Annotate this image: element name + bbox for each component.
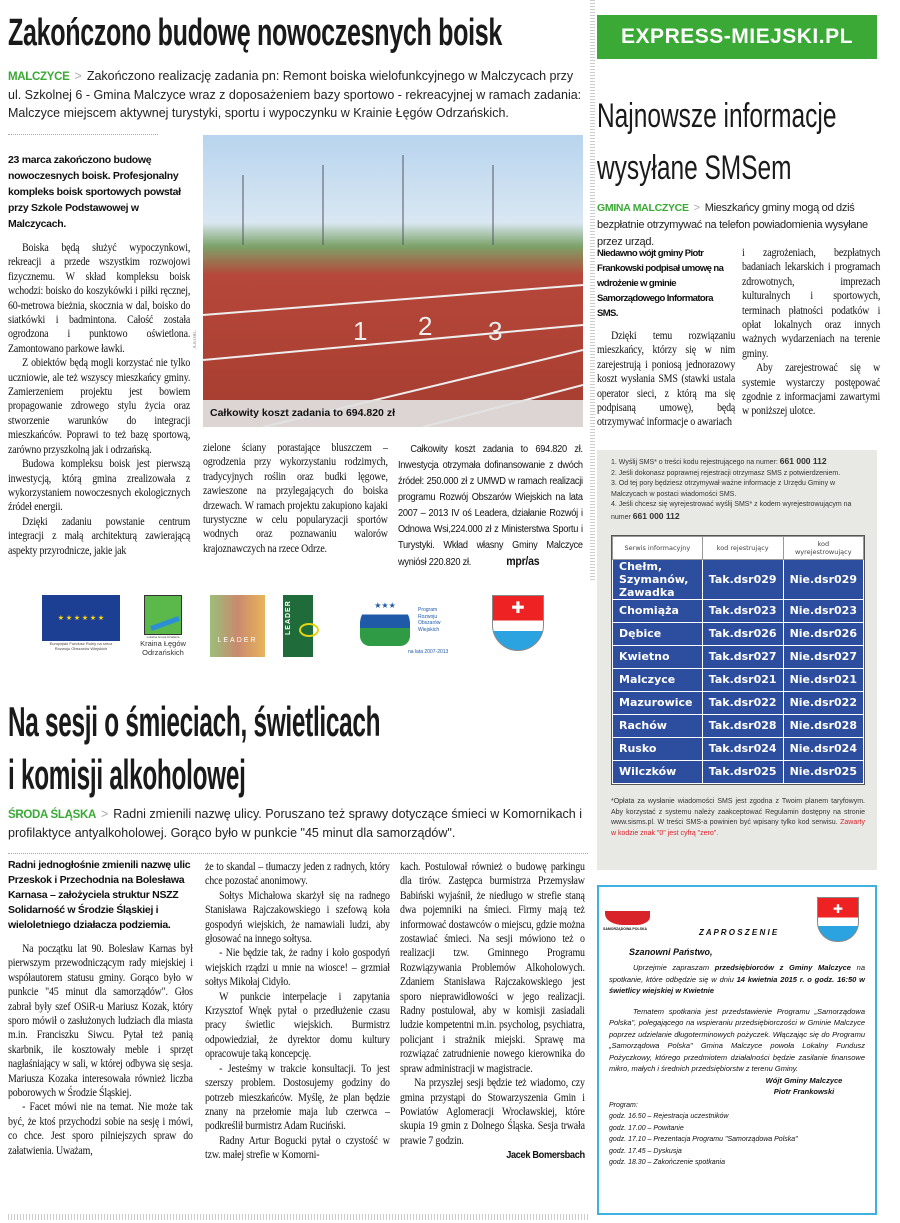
- article2-col1: [8, 942, 193, 1158]
- table-cell: Chomiąża: [613, 600, 703, 623]
- invitation-paragraph: Uprzejmie zapraszam przedsiębiorców z Gminy Malczyce na spotkanie, które odbędzie się w dniu 14 kwietnia 2015 r. o godz. 16:50 w świetlicy wiejskiej w Kwietnie: [609, 963, 865, 995]
- logo-caption: na lata 2007-2013: [408, 649, 449, 655]
- article1-col3: [398, 441, 583, 570]
- paragraph: - Jesteśmy w trakcie konsultacji. To jest szerszy problem. Dostosujemy godziny do potrzeb mieszkańców. Myślę, że plan będzie znany na przełomie maja lub czerwca – podkreślił burmistrz Adam Ruciński.: [205, 1062, 390, 1133]
- sidebar-title: [597, 90, 836, 194]
- table-cell: Kwietno: [613, 646, 703, 669]
- title-line: Najnowsze informacje: [597, 97, 837, 135]
- paragraph: Całkowity koszt zadania to 694.820 zł. Inwestycja otrzymała dofinansowanie z dwóch źródeł: 250.000 zł z UMWD w ramach realizacji programu Rozwój Obszarów Wiejskich na lata 2007 – 2013 IV oś Leadera, działanie Rozwój i Odnowa Wsi,224.000 zł z Ministerstwa Sportu i Turystyki. Wkład własny Gminy Malczyce wyniósł 220.820 zł.: [398, 443, 583, 568]
- paragraph: - Facet mówi nie na temat. Nie może tak być, że ktoś przychodzi sobie na sesję i mówi, co chce. Jest sporo pilniejszych spraw do załatwienia. Uważam,: [8, 1101, 193, 1157]
- chevron-right-icon: >: [100, 807, 109, 821]
- paragraph: Budowa kompleksu boisk jest pierwszą inwestycją, którą gmina zrealizowała z wykorzystaniem nowoczesnych ekologicznych źródeł energii.: [8, 458, 191, 514]
- table-row: [613, 646, 864, 669]
- sidebar-col1-block: [597, 246, 735, 430]
- sidebar-col2: [742, 246, 880, 419]
- lead-text: Zakończono realizację zadania pn: Remont boiska wielofunkcyjnego w Malczycach przy ul. Szkolnej 6 - Gmina Malczyce wraz z doposażeniem bazy sportowo - rekreacyjnej w ramach zadania: Malczyce miejscem aktywnej turystyki, sportu i wypoczynku w Krainie Łęgów Odrzańskich.: [8, 69, 582, 120]
- table-cell: Rachów: [613, 715, 703, 738]
- paragraph: Aby zarejestrować się w systemie wystarczy postępować zgodnie z informacjami zawartymi w poniższej ulotce.: [742, 362, 881, 418]
- author: mpr/as: [506, 554, 540, 568]
- table-cell: Dębice: [613, 623, 703, 646]
- signature: Wójt Gminy Malczyce Piotr Frankowski: [765, 1075, 843, 1096]
- table-cell: Tak.dsr025: [702, 761, 783, 784]
- svg-text:1: 1: [353, 316, 368, 346]
- table-cell: Malczyce: [613, 669, 703, 692]
- svg-text:3: 3: [488, 316, 503, 346]
- title-line: i komisji alkoholowej: [8, 751, 246, 798]
- paragraph: zielone ściany porastające bluszczem – ogrodzenia przy wykorzystaniu rodzimych, tradycyjnych roślin oraz budki lęgowe, zawieszone na przylegających do boiska drzewach. W ramach projektu zakupiono kajaki turystyczne w celu popularyzacji sportów wodnych oraz poznawaniu walorów krajoznawczych na rzece Odrze.: [203, 442, 388, 555]
- sidebar-col1: [597, 329, 735, 430]
- invitation-title: Z A P R O S Z E N I E: [699, 928, 778, 937]
- invitation-header: [603, 887, 865, 945]
- logo-caption: Lokalna Grupa Działania: [146, 635, 180, 639]
- table-row: [613, 560, 864, 600]
- table-cell: Rusko: [613, 738, 703, 761]
- flyer-step: 3. Od tej pory będziesz otrzymywał ważne informacje z Urzędu Gminy w Malczycach w postaci wiadomości SMS.: [611, 480, 836, 498]
- paragraph: Na początku lat 90. Bolesław Karnas był pierwszym przewodniczącym rady miejskiej i współautorem statusu gminy. Gorąco było w punkcie "45 minut dla samorządów". Głos zabrał były szef OSiR-u Mariusz Kozak, który sporo mówił o zasłużonych ludziach dla miasta m.in. Franciszku Siwcu. Pytał też panią skarbnik, ile kosztowały meble i sprzęt nagłaśniający w sali, w której odbywa się sesja. Mariusza Kozaka interesowała również liczba poborowych w Środzie Śląskiej.: [8, 943, 193, 1100]
- table-cell: Nie.dsr028: [783, 715, 863, 738]
- invitation-paragraph: Tematem spotkania jest przedstawienie Programu „Samorządowa Polska", polegającego na wspieraniu przedsiębiorczości w Gminie Malczyce poprzez udzielanie długoterminowych pożyczek. Włączając się do Programu „Samorządowa Polska" Gmina Malczyce powoła Lokalny Fundusz Pożyczkowy, którego przedmiotem działalności będzie zasilanie finansowe mikro, małych i średnich przedsiębiorstw z terenu Gminy.: [609, 1006, 865, 1073]
- table-cell: Tak.dsr026: [702, 623, 783, 646]
- invitation-box: [597, 885, 877, 1215]
- chevron-right-icon: >: [693, 202, 700, 214]
- article1-col1: [8, 241, 190, 558]
- flyer-step: 4. Jeśli chcesz się wyrejestrować wyślij SMS* z kodem wyrejestrowującym na numer 661 000 112: [611, 501, 852, 521]
- table-cell: Tak.dsr027: [702, 646, 783, 669]
- logo-caption: LEADER: [285, 600, 292, 635]
- table-cell: Nie.dsr024: [783, 738, 863, 761]
- table-cell: Nie.dsr023: [783, 600, 863, 623]
- paragraph: W punkcie interpelacje i zapytania Krzysztof Wnęk pytał o przedłużenie czasu pracy świetlic wiejskich. Burmistrz odpowiedział, że dyrektor domu kultury opracowuje taką koncepcję.: [205, 990, 390, 1061]
- photo-credit: A.KORC: [193, 330, 198, 349]
- table-cell: Tak.dsr028: [702, 715, 783, 738]
- program-item: godz. 17.45 – Dyskusja: [609, 1147, 682, 1155]
- paragraph: kach. Postulował również o budowę parkingu dla tirów. Zastępca burmistrza Przemysław Babiński wyjaśnił, że niedługo w strefie staną dwa pojemniki na śmieci. Firmy mają też informować dostawców o miejscu, gdzie można zostawiać śmieci. Na sesji mówiono też o realizacji tzw. Gminnego Programu Rozwiązywania Problemów Alkoholowych. Zdaniem Stanisława Rajczakowskiego jest sporo nieprawidłowości w jego realizacji. Radny postulował, aby w komisji zasiadali ludzie kompetentni m.in. psycholog, psychiatra, policjant i strażnik miejski. Sprawę ma rozwiązać zatrudnienie nowego kierownika do spraw administracji w magistracie.: [400, 861, 585, 1075]
- divider: [8, 134, 158, 135]
- table-cell: Nie.dsr022: [783, 692, 863, 715]
- table-cell: Nie.dsr025: [783, 761, 863, 784]
- logo-caption: SAMORZĄDOWA POLSKA: [603, 927, 648, 931]
- leader-green-logo: [281, 595, 341, 657]
- paragraph: Radny Artur Bogucki pytał o czystość w tzw. małej strefie w Komorni-: [205, 1134, 390, 1162]
- table-row: [613, 669, 864, 692]
- chevron-right-icon: >: [74, 69, 82, 83]
- prow-logo: ★★★ Program Rozwoju Obszarów Wiejskich na lata 2007-2013: [360, 595, 470, 657]
- article1-intro: 23 marca zakończono budowę nowoczesnych boisk. Profesjonalny kompleks boisk sportowych powstał przy Szkole Podstawowej w Malczycach.: [8, 154, 181, 230]
- table-cell: Tak.dsr023: [702, 600, 783, 623]
- article2-col3: [400, 860, 585, 1163]
- title-line: Na sesji o śmieciach, świetlicach: [8, 698, 381, 745]
- table-cell: Nie.dsr026: [783, 623, 863, 646]
- paragraph: i zagrożeniach, bezpłatnych badaniach lekarskich i programach zdrowotnych, imprezach kulturalnych i sportowych, terminach płatności podatków i opłat lokalnych oraz innych ważnych wydarzeniach na terenie gminy.: [742, 247, 881, 360]
- table-cell: Tak.dsr029: [702, 560, 783, 600]
- photo-caption: Całkowity koszt zadania to 694.820 zł: [203, 400, 583, 427]
- table-header: kod rejestrujący: [702, 537, 783, 560]
- eu-flag-logo: ★ ★ ★ ★ ★ ★ Europejski Fundusz Rolny na rzecz Rozwoju Obszarów Wiejskich: [42, 595, 120, 657]
- sidebar-intro: Niedawno wójt gminy Piotr Frankowski podpisał umowę na wdrożenie w gminie Samorządowego Informatora SMS.: [597, 248, 724, 319]
- article2-col2: [205, 860, 390, 1163]
- table-row: [613, 715, 864, 738]
- paragraph: Dzięki temu rozwiązaniu mieszkańcy, którzy się w nim zarejestrują i poniosą jednorazowy koszt wysłania SMS (stawki ustala operator sieci, z którą ma się podpisaną umowę), będą otrzymywać informacje o awariach: [597, 330, 736, 429]
- table-row: [613, 738, 864, 761]
- article2-intro: Radni jednogłośnie zmienili nazwę ulic Przeskok i Przechodnia na Bolesława Karnasa – założyciela struktur NSZZ Solidarność w Środzie Śląskiej i wieloletniego działacza podziemia.: [8, 859, 191, 931]
- program-list: Program: godz. 16.50 – Rejestracja uczestników godz. 17.00 – Powitanie godz. 17.10 – Prezentacja Programu "Samorządowa Polska" godz. 17.45 – Dyskusja godz. 18.30 – Zakończenie spotkania: [609, 1100, 865, 1169]
- table-cell: Chełm, Szymanów, Zawadka: [613, 560, 703, 600]
- sms-code-table: [611, 535, 865, 785]
- flyer-step: 1. Wyślij SMS* o treści kodu rejestrującego na numer: 661 000 112: [611, 456, 827, 466]
- samorzadowa-polska-logo: [605, 897, 650, 925]
- author: Jacek Bomersbach: [506, 1149, 585, 1162]
- paragraph: Na przyszłej sesji będzie też wiadomo, czy gmina przystąpi do Stowarzyszenia Gmin i Powiatów Aglomeracji Wrocławskiej, które skupia 19 gmin z Dolnego Śląska. Sesja trwała prawie 7 godzin.: [400, 1077, 585, 1147]
- lead-text: Radni zmienili nazwę ulicy. Poruszano też sprawy dotyczące śmieci w Komornikach i profilaktyce antyalkoholowej. Gorąco było w punkcie "45 minut dla samorządów".: [8, 807, 582, 840]
- brand-banner[interactable]: EXPRESS-MIEJSKI.PL: [597, 15, 877, 59]
- flyer-note: *Opłata za wysłanie wiadomości SMS jest zgodna z Twoim planem taryfowym. Aby korzystać z systemu należy zaakceptować Regulamin dostępny na stronie www.sisms.pl. W treści SMS-a powinien być wpisany tylko kod serwisu. Zawarty w kodzie znak "0" jest cyfrą "zero".: [611, 798, 865, 837]
- location-tag: GMINA MALCZYCE: [597, 202, 689, 214]
- paragraph: Dzięki zadaniu powstanie centrum integracji z małą architekturą zawierającą aspekty przyrodnicze, jakie jak: [8, 515, 191, 557]
- sidebar-lead: [597, 200, 882, 251]
- table-cell: Wilczków: [613, 761, 703, 784]
- greeting: Szanowni Państwo,: [629, 947, 713, 957]
- article1-title: Zakończono budowę nowoczesnych boisk: [8, 12, 502, 54]
- table-cell: Nie.dsr021: [783, 669, 863, 692]
- flyer-step: 2. Jeśli dokonasz poprawnej rejestracji otrzymasz SMS z potwierdzeniem.: [611, 469, 841, 477]
- bottom-rule: [8, 1214, 588, 1220]
- malczyce-coat-of-arms: ✚: [492, 595, 544, 651]
- article1-lead: [8, 67, 583, 122]
- table-cell: Nie.dsr027: [783, 646, 863, 669]
- table-row: [613, 623, 864, 646]
- program-item: godz. 18.30 – Zakończenie spotkania: [609, 1159, 725, 1166]
- lgd-logo: [138, 595, 188, 657]
- table-cell: Nie.dsr029: [783, 560, 863, 600]
- program-item: godz. 17.10 – Prezentacja Programu "Samorządowa Polska": [609, 1136, 798, 1143]
- paragraph: Boiska będą służyć wypoczynkowi, rekreacji a przede wszystkim rozwojowi fizycznemu. W skład kompleksu boisk wchodzi: boisko do koszykówki i piłki ręcznej, 60-metrowa bieżnia, skocznia w dal, boisko do siatkówki i badmintona. Całość została ogrodzona i punktowo oświetlona. Zamontowano parkowe ławki.: [8, 242, 191, 355]
- paragraph: - Nie będzie tak, że radny i koło gospodyń wiejskich rządzi u mnie na wiosce! – grzmiał sołtys Mikołaj Cidyło.: [205, 947, 390, 989]
- location-tag: ŚRODA ŚLĄSKA: [8, 809, 96, 821]
- program-item: godz. 16.50 – Rejestracja uczestników: [609, 1113, 729, 1120]
- program-item: godz. 17.00 – Powitanie: [609, 1124, 684, 1132]
- sms-flyer: [597, 450, 877, 870]
- title-line: wysyłane SMSem: [597, 149, 792, 187]
- table-cell: Tak.dsr024: [702, 738, 783, 761]
- article2-col1-block: [8, 858, 193, 1158]
- malczyce-coat-of-arms: ✚: [817, 897, 859, 942]
- paragraph: Sołtys Michałowa skarżył się na radnego Stanisława Rajczakowskiego i szefową koła gospodyń wiejskich, że namawiali ludzi, aby głosować na innego sołtysa.: [205, 889, 390, 946]
- logo-caption: Program Rozwoju Obszarów Wiejskich: [418, 607, 441, 633]
- table-cell: Tak.dsr022: [702, 692, 783, 715]
- lead-text: Mieszkańcy gminy mogą od dziś bezpłatnie otrzymywać na telefon powiadomienia wysyłane przez urząd.: [597, 202, 868, 248]
- article2-title: [8, 695, 380, 801]
- table-row: [613, 761, 864, 784]
- paragraph: Z obiektów będą mogli korzystać nie tylko uczniowie, ale też wszyscy mieszkańcy gminy. Zamierzeniem projektu jest bowiem propagowanie zdrowego stylu życia oraz stworzenie warunków do integracji mieszkańców. Poprawi to też bazę sportową, zarówno przyszkolną jak i odrzańską.: [8, 357, 191, 456]
- article1-col2: [203, 441, 388, 556]
- table-row: [613, 692, 864, 715]
- article2-lead: [8, 805, 590, 842]
- logo-caption: Kraina Łęgów Odrzańskich: [140, 639, 186, 657]
- table-cell: Tak.dsr021: [702, 669, 783, 692]
- divider: [8, 853, 588, 854]
- table-header: kod wyrejestrowujący: [783, 537, 863, 560]
- paragraph: że to skandal – tłumaczy jeden z radnych, który chce pozostać anonimowy.: [205, 861, 390, 888]
- sports-field-photo: [203, 135, 583, 427]
- leader-logo: LEADER: [210, 595, 265, 657]
- column-divider: [590, 0, 595, 580]
- table-cell: Mazurowice: [613, 692, 703, 715]
- table-row: [613, 600, 864, 623]
- logo-caption: Europejski Fundusz Rolny na rzecz Rozwoju Obszarów Wiejskich: [49, 641, 113, 651]
- table-header: Serwis informacyjny: [613, 537, 703, 560]
- svg-text:2: 2: [418, 311, 433, 341]
- article1-col1-block: [8, 152, 190, 558]
- location-tag: MALCZYCE: [8, 71, 70, 83]
